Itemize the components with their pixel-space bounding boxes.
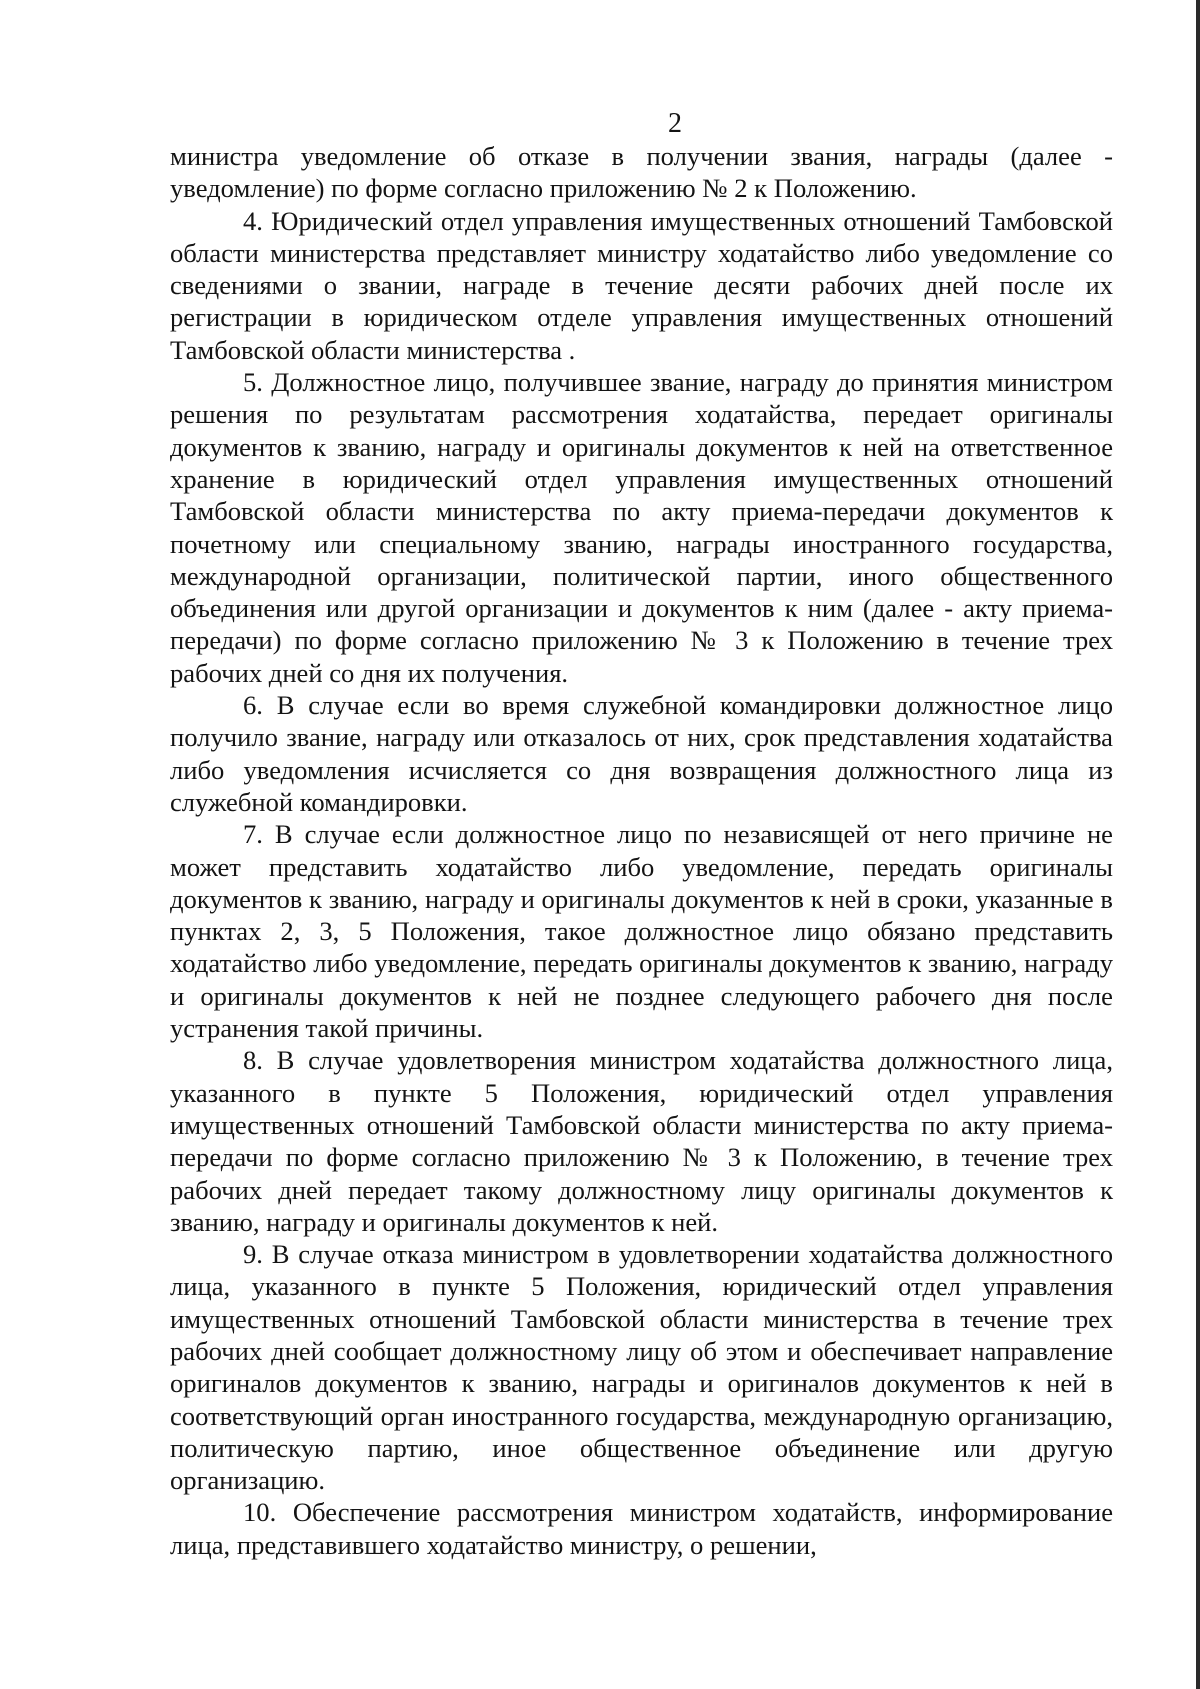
paragraph-item-7: 7. В случае если должностное лицо по независящей от него причине не может представить ходатайство либо уведомление, передать оригиналы документов к званию, награду и оригиналы документов к ней в сроки, указанные в пунктах 2, 3, 5 Положения, такое должностное лицо обязано представить ходатайство либо уведомление, передать оригиналы документов к званию, награду и оригиналы документов к ней не позднее следующего рабочего дня после устранения такой причины.	[170, 819, 1113, 1044]
page-number: 2	[668, 108, 682, 139]
document-body	[170, 140, 1113, 1561]
paragraph-item-9: 9. В случае отказа министром в удовлетворении ходатайства должностного лица, указанного в пункте 5 Положения, юридический отдел управления имущественных отношений Тамбовской области министерства в течение трех рабочих дней сообщает должностному лицу об этом и обеспечивает направление оригиналов документов к званию, награды и оригиналов документов к ней в соответствующий орган иностранного государства, международную организацию, политическую партию, иное общественное объединение или другую организацию.	[170, 1239, 1113, 1496]
paragraph-item-5: 5. Должностное лицо, получившее звание, награду до принятия министром решения по результатам рассмотрения ходатайства, передает оригиналы документов к званию, награду и оригиналы документов к ней на ответственное хранение в юридический отдел управления имущественных отношений Тамбовской области министерства по акту приема-передачи документов к почетному или специальному званию, награды иностранного государства, международной организации, политической партии, иного общественного объединения или другой организации и документов к ним (далее - акту приема-передачи) по форме согласно приложению № 3 к Положению в течение трех рабочих дней со дня их получения.	[170, 367, 1113, 688]
paragraph-item-4: 4. Юридический отдел управления имущественных отношений Тамбовской области министерства представляет министру ходатайство либо уведомление со сведениями о звании, награде в течение десяти рабочих дней после их регистрации в юридическом отделе управления имущественных отношений Тамбовской области министерства .	[170, 205, 1113, 365]
paragraph-item-10: 10. Обеспечение рассмотрения министром ходатайств, информирование лица, представившего ходатайство министру, о решении,	[170, 1497, 1113, 1560]
scan-edge	[1196, 0, 1200, 1689]
paragraph-continuation: министра уведомление об отказе в получении звания, награды (далее - уведомление) по форме согласно приложению № 2 к Положению.	[170, 141, 1113, 204]
paragraph-item-8: 8. В случае удовлетворения министром ходатайства должностного лица, указанного в пункте 5 Положения, юридический отдел управления имущественных отношений Тамбовской области министерства по акту приема-передачи по форме согласно приложению № 3 к Положению, в течение трех рабочих дней передает такому должностному лицу оригиналы документов к званию, награду и оригиналы документов к ней.	[170, 1045, 1113, 1237]
paragraph-item-6: 6. В случае если во время служебной командировки должностное лицо получило звание, награду или отказалось от них, срок представления ходатайства либо уведомления исчисляется со дня возвращения должностного лица из служебной командировки.	[170, 690, 1113, 817]
